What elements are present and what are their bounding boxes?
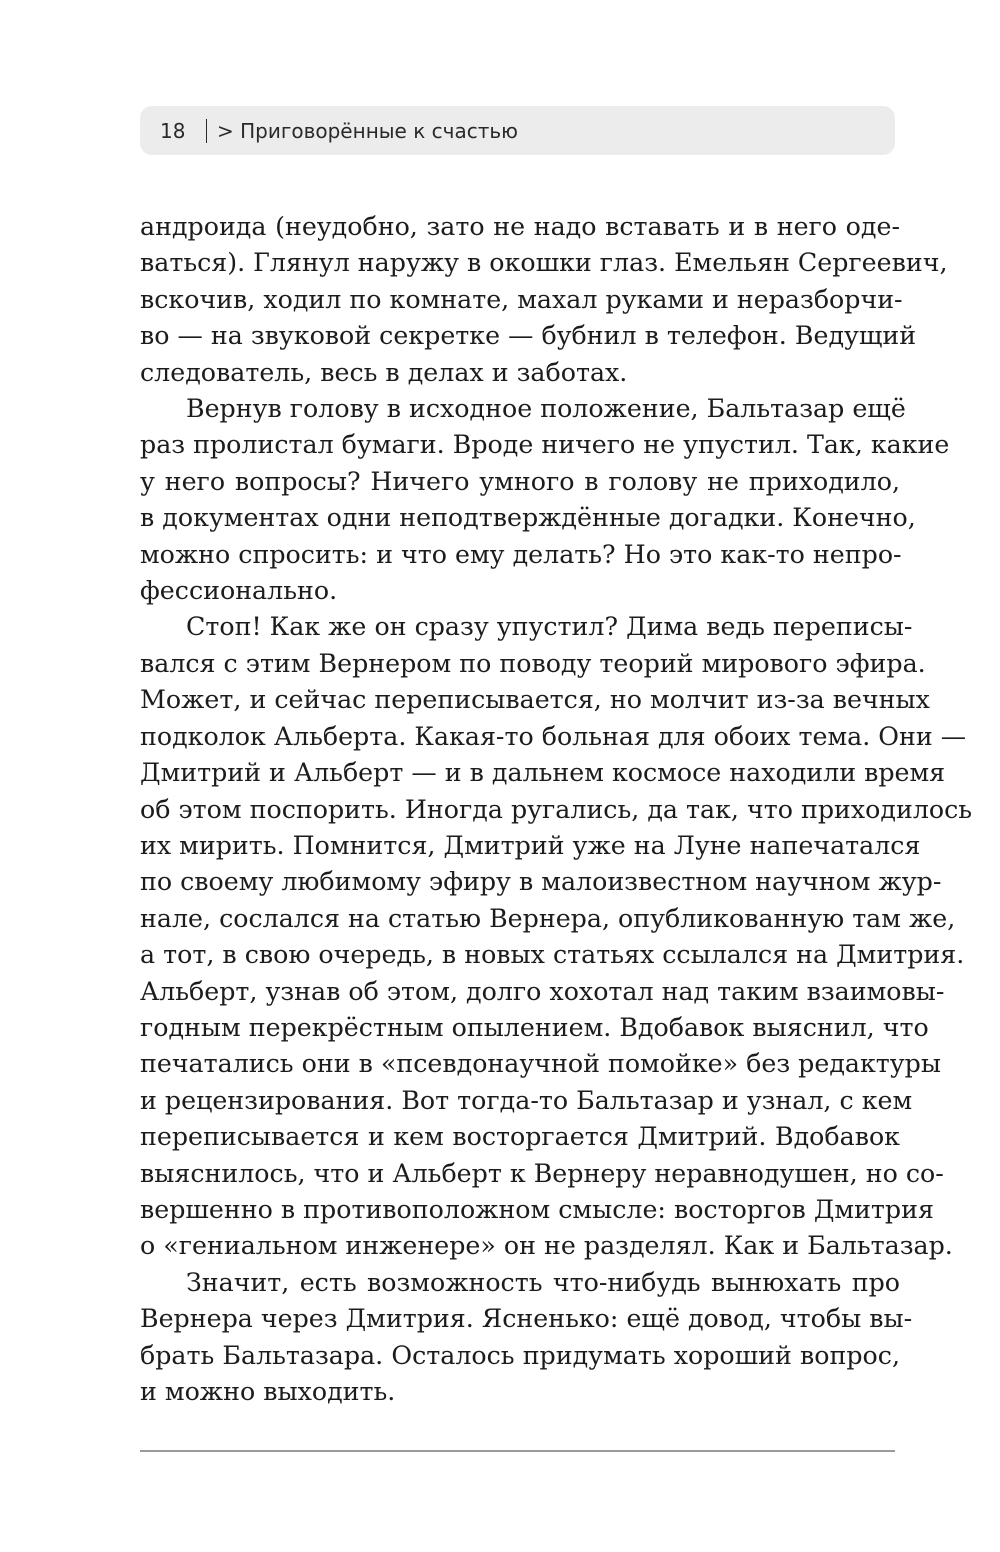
text-line: следователь, весь в делах и заботах. [140,357,628,387]
text-line: Вернера через Дмитрия. Ясненько: ещё довод, чтобы вы- [140,1304,913,1334]
text-line: их мирить. Помнится, Дмитрий уже на Луне напечатался [140,830,921,860]
text-line: в документах одни неподтверждённые догадки. Конечно, [140,503,916,533]
header-separator [206,119,207,143]
paragraph [140,1265,913,1411]
running-header [140,106,895,155]
text-line: печатались они в «псевдонаучной помойке» без редактуры [140,1049,942,1079]
text-line: годным перекрёстным опылением. Вдобавок выяснил, что [140,1012,929,1042]
text-line: андроида (неудобно, зато не надо вставать и в него оде- [140,212,900,241]
text-line: а тот, в свою очередь, в новых статьях ссылался на Дмитрия. [140,940,965,970]
page-number: 18 [160,118,186,143]
text-line: ваться). Глянул наружу в окошки глаз. Емельян Сергеевич, [140,248,948,278]
text-line: Вернув голову в исходное положение, Бальтазар ещё [186,394,906,424]
text-line: Дмитрий и Альберт — и в дальнем космосе находили время [140,758,946,788]
text-line: Может, и сейчас переписывается, но молчит из-за вечных [140,685,930,715]
body-text [140,209,973,1410]
text-line: подколок Альберта. Какая-то больная для обоих тема. Они — [140,721,967,751]
text-line: и рецензирования. Вот тогда-то Бальтазар и узнал, с кем [140,1085,913,1115]
text-line: и можно выходить. [140,1377,396,1406]
text-line: Альберт, узнав об этом, долго хохотал над таким взаимовы- [140,976,945,1006]
text-line: Стоп! Как же он сразу упустил? Дима ведь переписы- [186,612,913,642]
text-line: о «гениальном инженере» он не разделял. Как и Бальтазар. [140,1231,953,1261]
paragraph [140,391,950,609]
text-line: у него вопросы? Ничего умного в голову не приходило, [140,466,900,496]
paragraph [140,609,973,1264]
text-line: переписывается и кем восторгается Дмитрий. Вдобавок [140,1122,900,1152]
text-line: Значит, есть возможность что-нибудь вынюхать про [186,1267,900,1297]
text-line: выяснилось, что и Альберт к Вернеру неравнодушен, но со- [140,1158,944,1188]
text-line: нале, сослался на статью Вернера, опубликованную там же, [140,903,956,933]
text-line: раз пролистал бумаги. Вроде ничего не упустил. Так, какие [140,430,950,460]
text-line: фессионально. [140,576,338,606]
text-line: во — на звуковой секретке — бубнил в телефон. Ведущий [140,321,917,351]
text-line: вскочив, ходил по комнате, махал руками и неразборчи- [140,284,903,314]
text-line: вался с этим Вернером по поводу теорий мирового эфира. [140,648,926,678]
text-line: об этом поспорить. Иногда ругались, да так, что приходилось [140,794,973,824]
text-line: вершенно в противоположном смысле: восторгов Дмитрия [140,1194,934,1224]
paragraph [140,209,948,391]
text-line: можно спросить: и что ему делать? Но это как-то непро- [140,539,902,569]
book-title: > Приговорённые к счастью [217,118,518,143]
text-line: брать Бальтазара. Осталось придумать хороший вопрос, [140,1340,900,1370]
footer-divider [140,1450,895,1452]
text-line: по своему любимому эфиру в малоизвестном научном жур- [140,867,942,897]
